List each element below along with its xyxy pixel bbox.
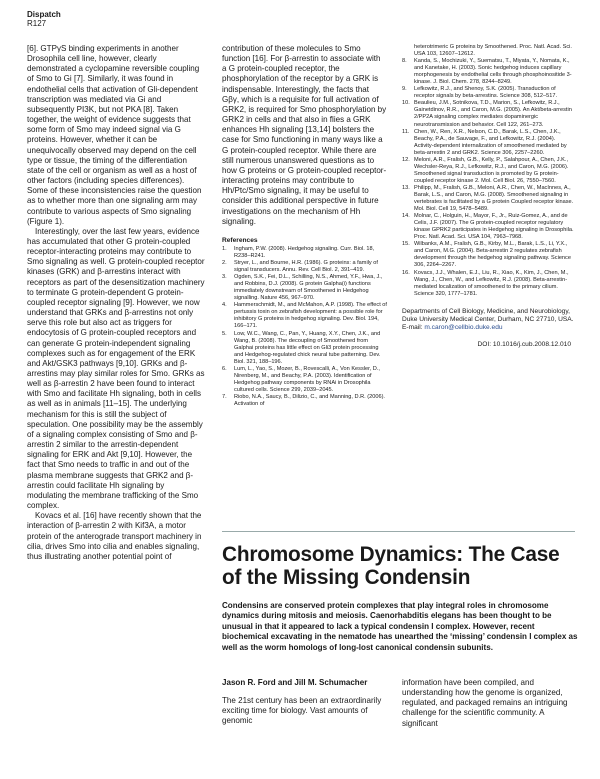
author-affiliation — [402, 308, 575, 332]
reference-item — [402, 213, 575, 241]
references-heading: References — [222, 236, 258, 244]
reference-item — [402, 185, 575, 213]
email-label: E-mail: — [402, 323, 423, 331]
paragraph: Interestingly, over the last few years, evidence has accumulated that other G protein-coupled receptor-interacting proteins may contribute to Smo signaling as well. G protein-coupled receptor kinases (GRK) and β-arrestins interact with receptors as part of the desensitization machinery to terminate G protein-dependent G protein-coupled receptor signaling [9]. However, we now understand that GRKs and β-arrestins not only serve this role but also act as triggers for endocytosis of G protein-coupled receptors and can generate G protein-independent signaling complexes such as for engagement of the ERK and Akt/GSK3 pathways [9,10]. GRKs and β-arrestins may play similar roles for Smo. GRKs as well as β-arrestin 2 have been found to interact with Smo and facilitate Hh signaling, both in cells as well as in animals [11–15]. The underlying mechanism for this is still the subject of speculation. One possibility may be the assembly of a signaling complex consisting of Smo and β-arrestin 2 similar to the arrestin-dependent signaling for ERK and Akt [9,10]. However, the fact that Smo needs to traffic in and out of the plasma membrane suggests that GRK2 and β-arrestin could facilitate Hh signaling by modulating the membrane trafficking of the Smo complex. — [27, 226, 205, 511]
reference-item — [402, 129, 575, 157]
reference-text: Beaulieu, J.M., Sotnikova, T.D., Marion, S., Lefkowitz, R.J., Gainetdinov, R.R., and Caron, M.G. (2005). An Akt/beta-arrestin 2/PP2A signaling complex mediates dopaminergic neurotransmission and behavior. Cell 122, 261–273. — [414, 100, 572, 128]
reference-number: 3. — [222, 274, 227, 281]
reference-number: 9. — [402, 86, 407, 93]
reference-number: 7. — [222, 393, 227, 400]
reference-list — [222, 246, 387, 408]
column-1 — [27, 44, 205, 562]
divider — [222, 531, 575, 532]
reference-item — [402, 100, 575, 128]
reference-item — [222, 302, 387, 330]
reference-item — [222, 331, 387, 366]
reference-number: 8. — [402, 58, 407, 65]
reference-item — [402, 58, 575, 86]
reference-text: heterotrimeric G proteins by Smoothened. Proc. Natl. Acad. Sci. USA 103, 12607–12612. — [414, 44, 572, 58]
reference-text: Lefkowitz, R.J., and Shenoy, S.K. (2005). Transduction of receptor signals by beta-arrestins. Science 308, 512–517. — [414, 86, 558, 100]
reference-number: 15. — [402, 241, 410, 248]
column-2 — [222, 44, 387, 408]
reference-text: Ogden, S.K., Fei, D.L., Schilling, N.S., Ahmed, Y.F., Hwa, J., and Robbins, D.J. (2008). G protein Galpha(i) functions immediately downstream of Smoothened in Hedgehog signalling. Nature 456, 967–970. — [234, 274, 383, 302]
reference-number: 6. — [222, 365, 227, 372]
paragraph: Kovacs et al. [16] have recently shown that the interaction of β-arrestin 2 with Kif3A, a motor protein of the anterograde transport machinery in cilia, drives Smo into cilia and enables signaling, thus illustrating another potential point of — [27, 511, 202, 561]
email-link[interactable]: m.caron@cellbio.duke.edu — [424, 323, 503, 331]
affiliation-text: Departments of Cell Biology, Medicine, and Neurobiology, Duke University Medical Center, Durham, NC 27710, USA. — [402, 307, 574, 323]
reference-text: Lum, L., Yao, S., Mozer, B., Rovescalli, A., Von Kessler, D., Nirenberg, M., and Beachy, P.A. (2003). Identification of Hedgehog pathway components by RNAi in Drosophila cultured cells. Science 299, 2039–2045. — [234, 365, 380, 393]
reference-text: Low, W.C., Wang, C., Pan, Y., Huang, X.Y., Chen, J.K., and Wang, B. (2008). The decoupling of Smoothened from Galphai proteins has little effect on Gli3 protein processing and Hedgehog-regulated chick neural tube patterning. Dev. Biol. 321, 188–196. — [234, 330, 381, 365]
reference-number: 13. — [402, 184, 410, 191]
reference-text: Stryer, L., and Bourne, H.R. (1986). G proteins: a family of signal transducers. Annu. Rev. Cell Biol. 2, 391–419. — [234, 260, 378, 274]
reference-number: 10. — [402, 100, 410, 107]
paragraph: contribution of these molecules to Smo function [16]. For β-arrestin to associate with a G protein-coupled receptor, the phosphorylation of the receptor by a GRK is indispensable. Interestingly, the facts that Gβγ, which is a requisite for full activation of GRK2, is required for Smo phosphorylation by GRK2 in cells and that also in flies a GRK enhances Hh signaling [13,14] bolsters the case for Smo functioning in many ways like a G protein-coupled receptor. While there are still numerous unanswered questions as to how G proteins or G protein-coupled receptor-interacting proteins may contribute to Hh/Ptc/Smo signaling, it may be useful to consider this additional perspective in future investigations on the mechanism of Hh signaling. — [222, 44, 387, 226]
reference-number: 1. — [222, 245, 227, 252]
running-header — [27, 10, 61, 28]
reference-item — [222, 366, 387, 394]
reference-number: 5. — [222, 330, 227, 337]
reference-item — [222, 394, 387, 408]
reference-text: Kanda, S., Mochizuki, Y., Suematsu, T., Miyata, Y., Nomata, K., and Kanetake, H. (2003). Sonic hedgehog induces capillary morphogenesis by endothelial cells through phosphoinositide 3-kinase. J. Biol. Chem. 278, 8244–8249. — [414, 58, 572, 86]
reference-item — [402, 86, 575, 100]
doi: DOI: 10.1016/j.cub.2008.12.010 — [477, 340, 571, 348]
reference-item — [222, 246, 387, 260]
abstract: Condensins are conserved protein complexes that play integral roles in chromosome dynamics during mitosis and meiosis. Caenorhabditis elegans has been thought to be unusual in that it appeared to lack a typical condensin I complex. However, recent biochemical excavating in the nematode has unearthed the ‘missing’ condensin I complex as well as the worm homologs of long-lost canonical condensin subunits. — [222, 601, 578, 652]
reference-number: 16. — [402, 269, 410, 276]
reference-number: 11. — [402, 128, 410, 135]
paragraph: [6]. GTPγS binding experiments in another Drosophila cell line, however, clearly demonstrated a cyclopamine reversible coupling of Smo to Gi [7]. Similarly, it was found in endothelial cells that activation of Gli-dependent transcription was mediated via Gi and subsequently PI3K, but not PKA [8]. Taken together, the weight of evidence suggests that some form of Smo may indeed signal via G proteins. However, whether it can be unequivocally observed may depend on the cell type or tissue, the timing of the differentiation state of the cell or organism as well as a host of other factors (including species differences). Some of these inconsistencies raise the question as to whether more than one signaling arm may contribute to various aspects of Smo signaling (Figure 1). — [27, 44, 202, 226]
reference-item — [402, 44, 575, 58]
authors: Jason R. Ford and Jill M. Schumacher — [222, 678, 368, 687]
body-text-left: The 21st century has been an extraordinarily exciting time for biology. Vast amounts of genomic — [222, 696, 382, 726]
reference-text: Ingham, P.W. (2008). Hedgehog signaling. Curr. Biol. 18, R238–R241. — [234, 245, 375, 260]
article-title: Chromosome Dynamics: The Case of the Missing Condensin — [222, 543, 560, 589]
reference-item — [402, 270, 575, 298]
reference-text: Molnar, C., Holguin, H., Mayor, F., Jr., Ruiz-Gomez, A., and de Celis, J.F. (2007). The G protein-coupled receptor regulatory kinase GPRK2 participates in Hedgehog signaling in Drosophila. Proc. Natl. Acad. Sci. USA 104, 7963–7968. — [414, 213, 574, 241]
reference-text: Wilbanks, A.M., Fralish, G.B., Kirby, M.L., Barak, L.S., Li, Y.X., and Caron, M.G. (2004). Beta-arrestin 2 regulates zebrafish development through the hedgehog signaling pathway. Science 306, 2264–2267. — [414, 241, 571, 269]
reference-list — [402, 44, 575, 298]
column-3 — [402, 44, 575, 350]
reference-number: 2. — [222, 260, 227, 267]
reference-text: Hammerschmidt, M., and McMahon, A.P. (1998). The effect of pertussis toxin on zebrafish development: a possible role for inhibitory G proteins in hedgehog signaling. Dev. Biol. 194, 166–171. — [234, 302, 387, 330]
reference-item — [402, 241, 575, 269]
reference-text: Philipp, M., Fralish, G.B., Meloni, A.R., Chen, W., MacInnes, A., Barak, L.S., and Caron, M.G. (2008). Smoothened signaling in vertebrates is facilitated by a G protein Coupled receptor kinase. Mol. Biol. Cell 19, 5478–5489. — [414, 184, 574, 213]
reference-item — [402, 157, 575, 185]
body-text-right: information have been compiled, and understanding how the genome is organized, regulated, and packaged remains an intriguing challenge for the scientific community. A significant — [402, 678, 568, 728]
reference-number: 12. — [402, 156, 410, 163]
reference-text: Meloni, A.R., Fralish, G.B., Kelly, P., Salahpour, A., Chen, J.K., Wechsler-Reya, R.J., Lefkowitz, R.J., and Caron, M.G. (2006). Smoothened signal transduction is promoted by G protein-coupled receptor kinase 2. Mol. Cell Biol. 26, 7550–7560. — [414, 156, 569, 184]
section-label: Dispatch — [27, 10, 61, 19]
reference-number — [402, 44, 414, 58]
page-number: R127 — [27, 19, 47, 28]
reference-text: Chen, W., Ren, X.R., Nelson, C.D., Barak, L.S., Chen, J.K., Beachy, P.A., de Sauvage, F., and Lefkowitz, R.J. (2004). Activity-dependent internalization of smoothened mediated by beta-arrestin 2 and GRK2. Science 306, 2257–2260. — [414, 128, 567, 156]
reference-text: Kovacs, J.J., Whalen, E.J., Liu, R., Xiao, K., Kim, J., Chen, M., Wang, J., Chen, W., and Lefkowitz, R.J. (2008). Beta-arrestin-mediated localization of smoothened to the primary cilium. Science 320, 1777–1781. — [414, 269, 569, 297]
reference-item — [222, 260, 387, 274]
reference-item — [222, 274, 387, 302]
reference-text: Riobo, N.A., Saucy, B., Dilizio, C., and Manning, D.R. (2006). Activation of — [234, 393, 385, 407]
reference-number: 14. — [402, 213, 410, 220]
reference-number: 4. — [222, 302, 227, 309]
